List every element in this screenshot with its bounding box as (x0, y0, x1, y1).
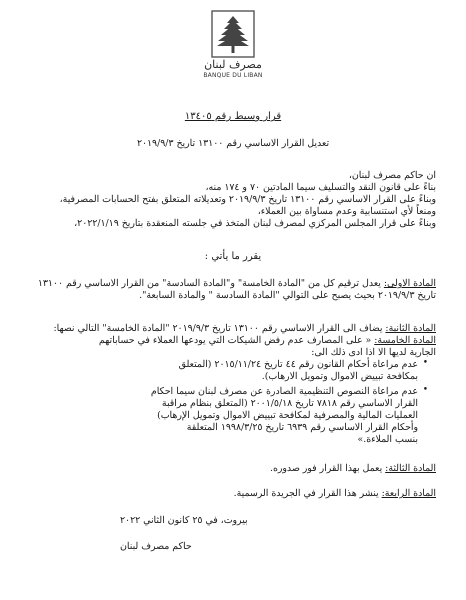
article1-text: يعدل ترقيم كل من "المادة الخامسة" و"المادة السادسة" من القرار الاساسي رقم ١٣١٠٠ (37, 278, 381, 289)
preamble-line: وبناءً على القرار الاساسي رقم ١٣١٠٠ تاريخ ٢٠١٩/٩/٣ وتعديلاته المتعلق بفتح الحسابات المصرفية، (59, 194, 436, 205)
article2-line: عدم مراعاة النصوص التنظيمية الصادرة عن مصرف لبنان سيما احكام (150, 386, 418, 397)
decision-title: قرار وسيط رقم ١٣٤٠٥ (184, 111, 282, 122)
bullet-icon: • (422, 358, 428, 368)
article2-line: الجارية لديها الا اذا ادى ذلك الى: (311, 347, 436, 358)
article2-line (30, 323, 436, 335)
preamble-line: ان حاكم مصرف لبنان، (348, 170, 436, 181)
article2-line: وأحكام القرار الاساسي رقم ٦٩٣٩ تاريخ ١٩٩٨/٣/٢٥ المتعلقة (186, 422, 418, 433)
article2-line: بمكافحة تبييض الاموال وتمويل الارهاب). (261, 371, 418, 382)
article2-quote-line (30, 335, 436, 347)
article3-text: يعمل بهذا القرار فور صدوره. (269, 463, 383, 474)
article2-line: عدم مراعاة أحكام القانون رقم ٤٤ تاريخ ٢٠١٥/١١/٢٤ (المتعلق (178, 359, 418, 370)
article1-line (30, 278, 436, 290)
article3-line (30, 463, 436, 475)
decision-subtitle: تعديل القرار الاساسي رقم ١٣١٠٠ تاريخ ٢٠١٩/٩/٣ (136, 138, 330, 149)
article4-text: ينشر هذا القرار في الجريدة الرسمية. (233, 488, 379, 499)
date-line: بيروت، في ٢٥ كانون الثاني ٢٠٢٢ (120, 515, 248, 526)
article2-text: يضاف الى القرار الاساسي رقم ١٣١٠٠ تاريخ ٢٠١٩/٩/٣ "المادة الخامسة" التالي نصها: (53, 323, 383, 334)
article5-label: المادة الخامسة: (374, 335, 436, 346)
decides-heading: يقرر ما يأتي : (204, 251, 262, 262)
preamble-line: بناءً على قانون النقد والتسليف سيما المادتين ٧٠ و ١٧٤ منه، (205, 182, 436, 193)
article3-label: المادة الثالثة: (385, 463, 436, 474)
article1-label: المادة الاولى: (383, 278, 436, 289)
bank-name-english: BANQUE DU LIBAN (203, 72, 263, 79)
bank-name-arabic: مصرف لبنان (204, 58, 262, 71)
preamble-line: وبناءً على قرار المجلس المركزي لمصرف لبنان المتخذ في جلسته المنعقدة بتاريخ ٢٠٢٢/١/١٩، (74, 218, 436, 229)
article2-line: القرار الاساسي رقم ٧٨١٨ تاريخ ٢٠٠١/٥/١٨ (المتعلق بنظام مراقبة (161, 398, 418, 409)
article4-line (30, 488, 436, 500)
bullet-icon: • (422, 385, 428, 395)
signature: حاكم مصرف لبنان (120, 541, 192, 552)
article2-label: المادة الثانية: (385, 323, 436, 334)
preamble-line: ومنعاً لأي استنسابية وعدم مساواة بين العملاء، (257, 206, 436, 217)
cedar-logo-icon (211, 10, 255, 58)
article5-text: « على المصارف عدم رفض الشيكات التي يودعها العملاء في حساباتهم (98, 335, 372, 346)
article4-label: المادة الرابعة: (381, 488, 436, 499)
article2-line: بنسب الملاءة.» (357, 434, 418, 445)
article2-line: العمليات المالية والمصرفية لمكافحة تبييض الاموال وتمويل الإرهاب) (157, 410, 418, 421)
article1-line: تاريخ ٢٠١٩/٩/٣ بحيث يصبح على التوالي "المادة السادسة " والمادة السابعة". (139, 290, 436, 301)
bank-logo (183, 10, 283, 79)
